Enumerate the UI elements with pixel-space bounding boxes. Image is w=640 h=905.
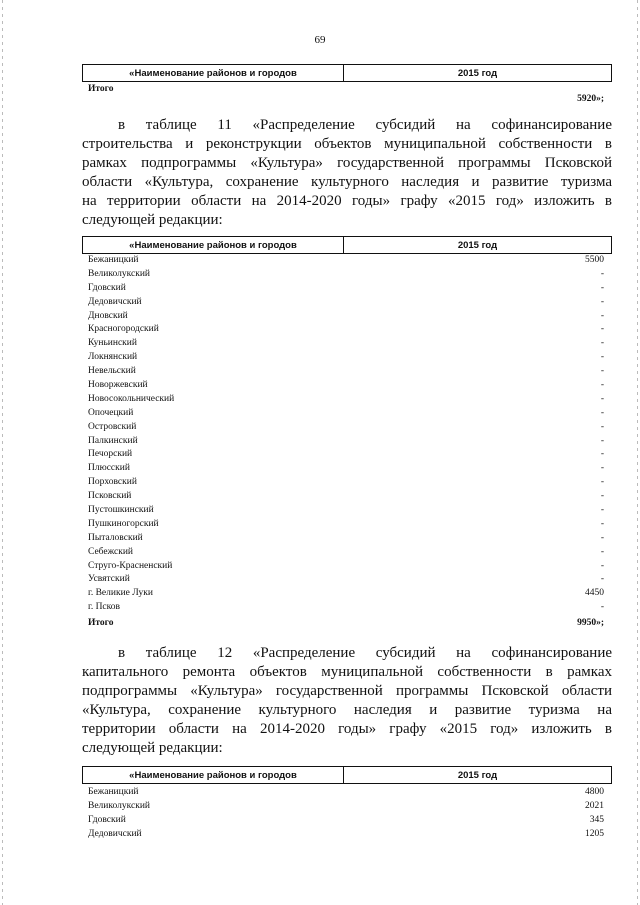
table-row (82, 296, 612, 310)
table-row (82, 268, 612, 282)
row-name: г. Великие Луки (88, 588, 153, 599)
row-value: 2021 (585, 800, 604, 811)
row-value: - (600, 532, 604, 543)
table-row (82, 407, 612, 421)
row-value: - (600, 380, 604, 391)
table-body (82, 784, 612, 842)
paragraph-line: «Культура, сохранение культурного наследия и развитие туризма на (82, 702, 612, 718)
row-value: - (600, 268, 604, 279)
paragraph-table-12 (82, 644, 612, 758)
row-value: - (600, 296, 604, 307)
row-name: Дедовичский (88, 296, 142, 307)
row-name: Порховский (88, 477, 137, 488)
row-value: - (600, 602, 604, 613)
row-value: 4800 (585, 787, 604, 797)
table-row (82, 282, 612, 296)
row-name: Куньинский (88, 338, 137, 349)
table-0 (82, 64, 612, 104)
paragraph-line: подпрограммы «Культура» государственной программы Псковской области (82, 683, 612, 699)
table-11 (82, 236, 612, 631)
row-name: Гдовский (88, 282, 126, 293)
table-row (82, 518, 612, 532)
row-name: Усвятский (88, 574, 130, 585)
row-name: Пушкиногорский (88, 518, 159, 529)
column-header-name: «Наименование районов и городов (83, 767, 344, 783)
total-row (82, 615, 612, 631)
paragraph-line: следующей редакции: (82, 740, 223, 756)
row-name: Печорский (88, 449, 133, 460)
table-row (82, 448, 612, 462)
row-name: Струго-Красненский (88, 560, 173, 571)
table-header (82, 766, 612, 784)
table-row (82, 365, 612, 379)
row-name: Себежский (88, 546, 133, 557)
row-name: Островский (88, 421, 137, 432)
table-row (82, 504, 612, 518)
row-name: Новоржевский (88, 380, 148, 391)
table-row (82, 546, 612, 560)
row-name: Великолукский (88, 800, 151, 811)
row-value: - (600, 421, 604, 432)
row-name: Дедовичский (88, 828, 142, 839)
table-row (82, 828, 612, 842)
row-value: - (600, 546, 604, 557)
row-value: - (600, 449, 604, 460)
column-header-year: 2015 год (457, 67, 498, 79)
table-row (82, 254, 612, 268)
table-header (82, 64, 612, 82)
row-name: г. Псков (88, 602, 121, 613)
scan-edge-left (2, 0, 3, 905)
paragraph-line: в таблице 11 «Распределение субсидий на софинансирование (118, 117, 612, 133)
row-name: Дновский (88, 310, 128, 321)
paragraph-line: капитального ремонта объектов муниципальной собственности в рамках (82, 664, 612, 680)
table-row (82, 462, 612, 476)
row-name: Невельский (88, 366, 136, 377)
row-value: 4450 (585, 588, 604, 599)
row-value: - (600, 282, 604, 293)
row-name: Локнянский (88, 352, 138, 363)
table-row (82, 587, 612, 601)
row-name: Палкинский (88, 435, 138, 446)
row-name: Бежаницкий (88, 787, 139, 797)
table-row (82, 476, 612, 490)
column-header-name: «Наименование районов и городов (83, 65, 344, 81)
paragraph-line: следующей редакции: (82, 212, 223, 228)
table-row (82, 393, 612, 407)
table-row (82, 379, 612, 393)
paragraph-table-11 (82, 116, 612, 230)
row-value: - (600, 310, 604, 321)
total-value: 5920»; (577, 94, 604, 104)
paragraph-line: строительства и реконструкции объектов муниципальной собственности в (82, 136, 612, 152)
row-name: Пыталовский (88, 532, 143, 543)
row-name: Новосокольнический (88, 393, 175, 404)
row-value: - (600, 477, 604, 488)
row-name: Гдовский (88, 814, 126, 825)
row-value: - (600, 435, 604, 446)
row-value: - (600, 518, 604, 529)
row-value: - (600, 366, 604, 377)
table-body (82, 254, 612, 615)
row-name: Пустошкинский (88, 505, 154, 516)
row-name: Великолукский (88, 268, 151, 279)
paragraph-line: в таблице 12 «Распределение субсидий на софинансирование (118, 645, 612, 661)
row-name: Бежаницкий (88, 255, 139, 265)
row-value: - (600, 463, 604, 474)
table-row (82, 532, 612, 546)
row-value: - (600, 393, 604, 404)
row-name: Псковский (88, 491, 132, 502)
table-row (82, 310, 612, 324)
table-row (82, 814, 612, 828)
table-row (82, 337, 612, 351)
table-row (82, 573, 612, 587)
table-row (82, 490, 612, 504)
total-row (82, 82, 612, 104)
table-row (82, 421, 612, 435)
table-row (82, 560, 612, 574)
paragraph-line: рамках подпрограммы «Культура» государственной программы Псковской (82, 155, 612, 171)
table-header (82, 236, 612, 254)
row-value: - (600, 407, 604, 418)
total-label: Итого (88, 84, 114, 94)
row-name: Плюсский (88, 463, 130, 474)
column-header-year: 2015 год (457, 769, 498, 781)
table-row (82, 351, 612, 365)
total-value: 9950»; (577, 618, 604, 629)
paragraph-line: на территории области на 2014-2020 годы» графу «2015 год» изложить в (82, 193, 612, 209)
row-value: - (600, 574, 604, 585)
row-value: 1205 (585, 828, 604, 839)
row-value: - (600, 491, 604, 502)
paragraph-line: территории области на 2014-2020 годы» графу «2015 год» изложить в (82, 721, 612, 737)
row-value: - (600, 338, 604, 349)
column-header-name: «Наименование районов и городов (83, 237, 344, 253)
row-value: - (600, 560, 604, 571)
row-value: - (600, 505, 604, 516)
table-row (82, 601, 612, 615)
row-value: - (600, 324, 604, 335)
table-row (82, 323, 612, 337)
table-row (82, 800, 612, 814)
total-label: Итого (88, 618, 114, 629)
row-value: 345 (589, 814, 604, 825)
paragraph-line: области «Культура, сохранение культурного наследия и развитие туризма (82, 174, 612, 190)
scan-edge-right (637, 0, 638, 905)
column-header-year: 2015 год (457, 239, 498, 251)
table-12 (82, 766, 612, 842)
row-name: Красногородский (88, 324, 159, 335)
table-row (82, 435, 612, 449)
row-value: - (600, 352, 604, 363)
row-value: 5500 (585, 255, 604, 265)
table-row (82, 786, 612, 800)
row-name: Опочецкий (88, 407, 134, 418)
page-number: 69 (314, 34, 326, 46)
